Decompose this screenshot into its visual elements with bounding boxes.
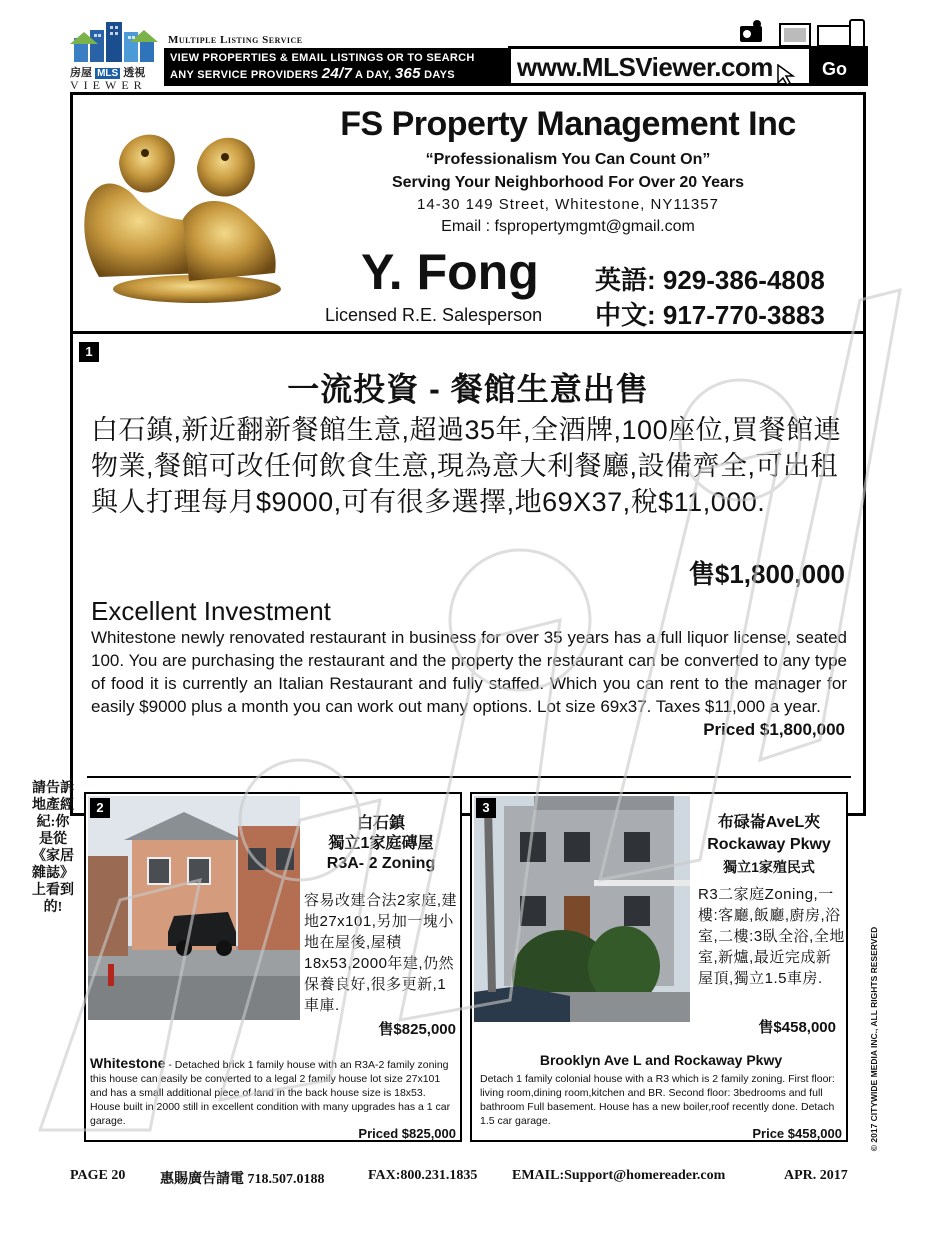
logo-chinese-name: 房屋 MLS 透視	[70, 67, 146, 79]
listing-3-description-en: Detach 1 family colonial house with a R3 which is 2 family zoning. First floor: living room,dining room,kitchen and BR. Second floor: 3bedrooms and full bathroom Full basement. House has a new boiler,roof recently done. Detach 1.5 car garage.	[480, 1073, 835, 1127]
fax-number: FAX:800.231.1835	[368, 1168, 478, 1183]
listing-3-title-cn: 布碌崙AveL夾 Rockaway Pkwy 獨立1家殖民式	[707, 814, 831, 875]
ad-phone: 惠賜廣告請電 718.507.0188	[160, 1172, 325, 1187]
mls-viewer-logo[interactable]	[70, 20, 160, 92]
side-note-cn: 請告訴地產經紀:你是從《家居雜誌》上看到的!	[32, 781, 74, 915]
company-email[interactable]: Email : fspropertymgmt@gmail.com	[441, 218, 695, 235]
company-tagline: “Professionalism You Can Count On”	[425, 151, 711, 168]
listing-3-price-cn: 售$458,000	[758, 1019, 836, 1036]
listing-1-title-cn: 一流投資 - 餐館生意出售	[287, 371, 649, 407]
mls-info-strip	[164, 48, 508, 86]
agent-info-box	[70, 92, 866, 334]
agent-license: Licensed R.E. Salesperson	[325, 305, 543, 325]
strip-line-2: ANY SERVICE PROVIDERS 24/7 A DAY, 365 DAYS	[170, 65, 455, 82]
listing-3-description-cn: R3二家庭Zoning,一樓:客廳,飯廳,廚房,浴室,二樓:3臥全浴,全地室,新爐,最近完成新屋頂,獨立1.5車房.	[698, 886, 845, 987]
page-number: PAGE 20	[70, 1168, 126, 1183]
website-url[interactable]: www.MLSViewer.com	[517, 52, 773, 82]
listing-2-description-cn: 容易改建合法2家庭,建地27x101,另加一塊小地在屋後,屋積18x53,2000年建,仍然保養良好,很多更新,1車庫.	[304, 892, 458, 1014]
listing-1-heading-en: Excellent Investment	[91, 596, 331, 626]
mls-service-title: Multiple Listing Service	[168, 34, 303, 46]
golden-lions-image	[79, 123, 291, 309]
listing-1-price-en: Priced $1,800,000	[703, 720, 845, 739]
listing-1-description-cn: 白石鎮,新近翻新餐館生意,超過35年,全酒牌,100座位,買餐館連物業,餐館可改任何飲食生意,現為意大利餐廳,設備齊全,可出租與人打理每月$9000,可有很多選擇,地69X37,稅$11,000.	[91, 415, 842, 517]
listing-3-title-en: Brooklyn Ave L and Rockaway Pkwy	[539, 1052, 783, 1068]
phone-english[interactable]: 英語: 929-386-4808	[595, 265, 825, 295]
support-email[interactable]: EMAIL:Support@homereader.com	[512, 1168, 726, 1183]
company-address: 14-30 149 Street, Whitestone, NY11357	[417, 196, 719, 213]
listing-1-price-cn: 售$1,800,000	[688, 559, 845, 589]
listing-3-box	[470, 792, 848, 1142]
listing-number-badge: 1	[79, 342, 99, 362]
listing-2-description-en: Whitestone - Detached brick 1 family house with an R3A-2 family zoning this house can easily be converted to a legal 2 family house lot size 27x101 and has a small additional piece of land in the back house size is 18x53. House built in 2000 still in excellent condition with many upgrades has a 1 car garage.	[90, 1055, 451, 1127]
cursor-icon	[776, 64, 796, 86]
phone-chinese[interactable]: 中文: 917-770-3883	[595, 300, 825, 330]
divider	[87, 776, 851, 778]
listing-3-house-photo	[474, 796, 690, 1022]
serving-line: Serving Your Neighborhood For Over 20 Years	[391, 174, 745, 191]
strip-line-1: VIEW PROPERTIES & EMAIL LISTINGS OR TO SEARCH	[170, 52, 475, 64]
go-button[interactable]: Go	[812, 46, 868, 86]
listing-number-badge: 3	[476, 798, 496, 818]
buildings-logo-icon	[70, 20, 160, 64]
copyright-vertical: © 2017 CITYWIDE MEDIA INC., ALL RIGHTS RESERVED	[869, 926, 879, 1152]
company-name: FS Property Management Inc	[340, 105, 796, 143]
page-footer	[70, 1168, 866, 1190]
listing-2-price-cn: 售$825,000	[378, 1021, 456, 1038]
agent-name: Y. Fong	[361, 244, 539, 300]
logo-viewer-text: VIEWER	[70, 78, 147, 92]
listing-number-badge: 2	[90, 798, 110, 818]
listing-2-title-cn: 白石鎮 獨立1家庭磚屋 R3A- 2 Zoning	[326, 815, 436, 872]
listing-1-box	[70, 334, 866, 816]
listing-2-box	[84, 792, 462, 1142]
website-url-box[interactable]	[508, 46, 812, 86]
listing-3-price-en: Price $458,000	[752, 1126, 842, 1141]
listing-1-description-en: Whitestone newly renovated restaurant in business for over 35 years has a full liquor license, seated 100. You are purchasing the restaurant and the property the restaurant can be converted to any type of food it is currently an Italian Restaurant and fully staffed. Which you can rent to the manager for easily $9000 plus a month you can work out many options. Lot size 69x37. Taxes $11,000 a year.	[91, 628, 847, 716]
listing-2-house-photo	[88, 796, 300, 1020]
issue-date: APR. 2017	[784, 1168, 848, 1183]
listing-2-price-en: Priced $825,000	[358, 1126, 456, 1141]
